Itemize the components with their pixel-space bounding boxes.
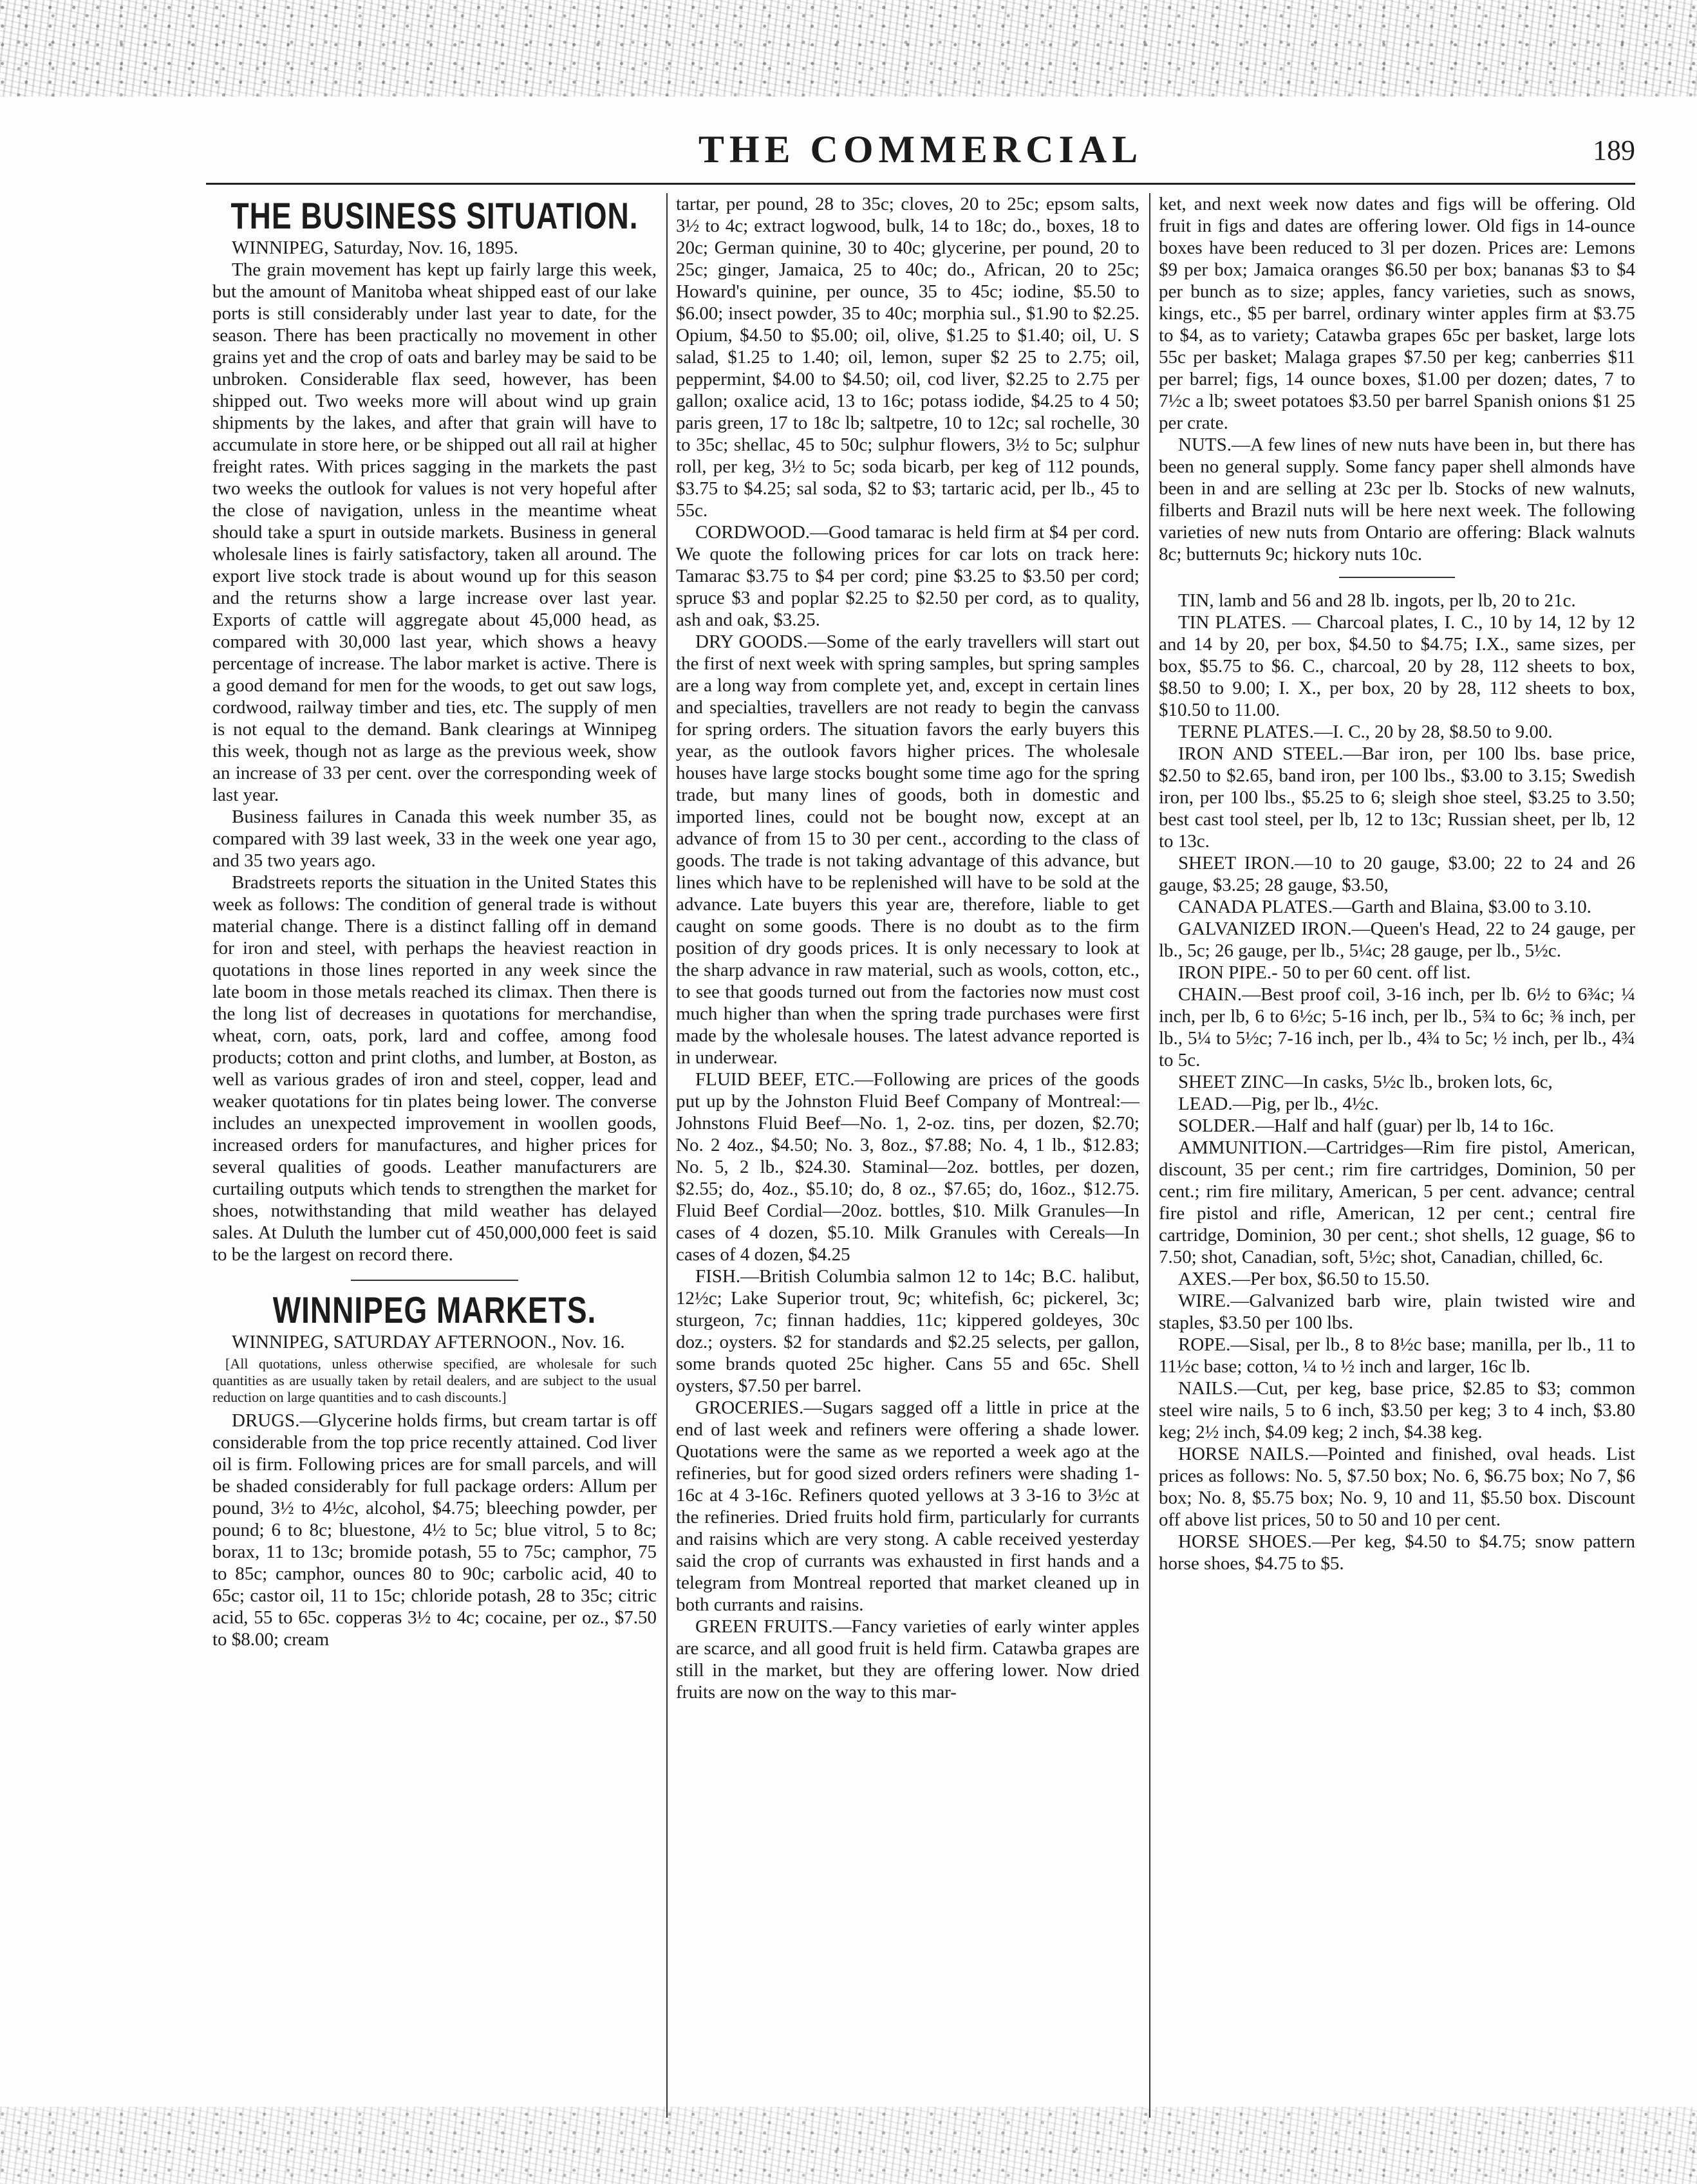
axes-paragraph: AXES.—Per box, $6.50 to 15.50. xyxy=(1178,1269,1430,1289)
masthead-rule xyxy=(206,183,1635,185)
rope-paragraph: ROPE.—Sisal, per lb., 8 to 8½c base; manilla, per lb., 11 to 11½c base; cotton, ¼ to ½ inch and larger, 16c lb. xyxy=(1159,1334,1635,1377)
business-paragraph: Business failures in Canada this week number 35, as compared with 39 last week, 33 in the week one year ago, and 35 two years ago. xyxy=(212,807,657,871)
column-divider xyxy=(1149,193,1150,2118)
solder-paragraph: SOLDER.—Half and half (guar) per lb, 14 to 16c. xyxy=(1178,1115,1554,1136)
business-paragraph: Bradstreets reports the situation in the United States this week as follows: The condition of general trade is without material change. There is a distinct falling off in demand for iron and steel, with perhaps the heaviest reaction in quotations in those lines reported in any week since the late boom in those metals reached its climax. Then there is the long list of decreases in quotations for merchandise, wheat, corn, oats, pork, lard and coffee, among food products; cotton and print cloths, and lumber, at Boston, as well as various grades of iron and steel, copper, lead and weaker quotations for tin plates being lower. The converse includes an unexpected improvement in woollen goods, increased orders for manufactures, and higher prices for several qualities of goods. Leather manufacturers are curtailing outputs which tends to strengthen the market for shoes, notwithstanding that mild weather has delayed sales. At Duluth the lumber cut of 450,000,000 feet is said to be the largest on record there. xyxy=(212,872,657,1265)
tin-paragraph: TIN, lamb and 56 and 28 lb. ingots, per lb, 20 to 21c. xyxy=(1178,590,1576,611)
column-1 xyxy=(212,193,657,2118)
business-dateline: WINNIPEG, Saturday, Nov. 16, 1895. xyxy=(232,238,518,258)
drugs-paragraph: DRUGS.—Glycerine holds firms, but cream tartar is off considerable from the top price recently attained. Cod liver oil is firm. Following prices are for small parcels, and will be shaded considerably for full package orders: Allum per pound, 3½ to 4½c, alcohol, $4.75; bleeching powder, per pound; 6 to 8c; bluestone, 4½ to 5c; blue vitrol, 5 to 8c; borax, 11 to 13c; bromide potash, 55 to 75c; camphor, 75 to 85c; camphor, ounces 80 to 90c; carbolic acid, 40 to 65c; castor oil, 11 to 15c; chloride potash, 28 to 35c; citric acid, 55 to 65c. copperas 3½ to 4c; cocaine, per oz., $7.50 to $8.00; cream xyxy=(212,1410,657,1650)
masthead xyxy=(206,122,1635,174)
chain-paragraph: CHAIN.—Best proof coil, 3-16 inch, per lb. 6½ to 6¾c; ¼ inch, per lb, 6 to 6½c; 5-16 inch, per lb., 5¾ to 6c; ⅜ inch, per lb., 5¼ to 5½c; 7-16 inch, per lb., 4¾ to 5c; ½ inch, per lb., 4¾ to 5c. xyxy=(1159,984,1635,1070)
cordwood-paragraph: CORDWOOD.—Good tamarac is held firm at $4 per cord. We quote the following prices for car lots on track here: Tamarac $3.75 to $4 per cord; pine $3.25 to $3.50 per cord; spruce $3 and poplar $2.25 to $2.50 per cord, as to quality, ash and oak, $3.25. xyxy=(676,522,1139,630)
page-number: 189 xyxy=(1593,135,1635,166)
galvanized-iron-paragraph: GALVANIZED IRON.—Queen's Head, 22 to 24 gauge, per lb., 5c; 26 gauge, per lb., 5¼c; 28 gauge, per lb., 5½c. xyxy=(1159,919,1635,961)
fish-paragraph: FISH.—British Columbia salmon 12 to 14c; B.C. halibut, 12½c; Lake Superior trout, 9c; whitefish, 6c; pickerel, 3c; sturgeon, 7c; finnan haddies, 11c; kippered goldeyes, 30c doz.; oysters. $2 for standards and $2.25 selects, per gallon, some brands quoted 25c higher. Cans 55 and 65c. Shell oysters, $7.50 per barrel. xyxy=(676,1266,1139,1396)
tin-plates-paragraph: TIN PLATES. — Charcoal plates, I. C., 10 by 14, 12 by 12 and 14 by 20, per box, $4.50 to $4.75; I.X., same sizes, per box, $5.75 to $6. C., charcoal, 20 by 28, 112 sheets to box, $8.50 to 9.00; I. X., per box, 20 by 28, 112 sheets to box, $10.50 to 11.00. xyxy=(1159,612,1635,720)
winnipeg-markets-headline: WINNIPEG MARKETS. xyxy=(272,1289,597,1331)
iron-pipe-paragraph: IRON PIPE.- 50 to per 60 cent. off list. xyxy=(1178,962,1471,983)
drugs-continued: tartar, per pound, 28 to 35c; cloves, 20 to 25c; epsom salts, 3½ to 4c; extract logwood, bulk, 14 to 18c; do., boxes, 18 to 20c; German quinine, 30 to 40c; glycerine, per pound, 20 to 25c; ginger, Jamaica, 25 to 40c; do., African, 20 to 25c; Howard's quinine, per ounce, 35 to 45c; iodine, $5.50 to $6.00; insect powder, 35 to 40c; morphia sul., $1.90 to $2.25. Opium, $4.50 to $5.00; oil, olive, $1.25 to $1.40; oil, U. S salad, $1.25 to 1.40; oil, lemon, super $2 25 to 2.75; oil, peppermint, $4.00 to $4.50; oil, cod liver, $2.25 to 2.75 per gallon; oxalice acid, 13 to 16c; potass iodide, $4.25 to 4 50; paris green, 17 to 18c lb; saltpetre, 10 to 12c; sal rochelle, 30 to 35c; shellac, 45 to 50c; sulphur flowers, 3½ to 5c; sulphur roll, per keg, 3½ to 5c; soda bicarb, per keg of 112 pounds, $3.75 to $4.25; sal soda, $2 to $3; tartaric acid, per lb., 45 to 55c. xyxy=(676,194,1139,521)
business-paragraph: The grain movement has kept up fairly large this week, but the amount of Manitoba wheat shipped east of our lake ports is still considerably under last year to date, for the season. There has been practically no movement in other grains yet and the crop of oats and barley may be said to be unbroken. Considerable flax seed, however, has been shipped out. Two weeks more will about wind up grain shipments by the lakes, and after that grain will have to accumulate in store here, or be shipped out all rail at higher freight rates. With prices sagging in the markets the past two weeks the outlook for values is not very hopeful after the close of navigation, unless in the meantime wheat should take a spurt in outside markets. Business in general wholesale lines is fairly satisfactory, taken all around. The export live stock trade is about wound up for this season and the returns show a large increase over last year. Exports of cattle will aggregate about 45,000 head, as compared with 30,000 last year, which shows a heavy percentage of increase. The labor market is active. There is a good demand for men for the woods, to get out saw logs, cordwood, railway timber and ties, etc. The supply of men is not equal to the demand. Bank clearings at Winnipeg this week, though not as large as the previous week, show an increase of 33 per cent. over the corresponding week of last year. xyxy=(212,259,657,805)
fruits-continued: ket, and next week now dates and figs will be offering. Old fruit in figs and dates are offering lower. Old figs in 14-ounce boxes have been reduced to 3l per dozen. Prices are: Lemons $9 per box; Jamaica oranges $6.50 per box; bananas $3 to $4 per bunch as to size; apples, fancy varieties, such as snows, kings, etc., $5 per barrel, ordinary winter apples firm at $3.75 to $4, as to variety; Catawba grapes 65c per basket, large lots 55c per basket; Malaga grapes $7.50 per keg; canberries $11 per barrel; figs, 14 ounce boxes, $1.00 per dozen; dates, 7 to 7½c a lb; sweet potatoes $3.50 per barrel Spanish onions $1 25 per crate. xyxy=(1159,194,1635,433)
business-situation-headline: THE BUSINESS SITUATION. xyxy=(230,194,639,237)
top-print-speckle xyxy=(0,0,1697,97)
terne-plates-paragraph: TERNE PLATES.—I. C., 20 by 28, $8.50 to 9.00. xyxy=(1178,722,1553,742)
lead-paragraph: LEAD.—Pig, per lb., 4½c. xyxy=(1178,1094,1379,1114)
nuts-paragraph: NUTS.—A few lines of new nuts have been in, but there has been no general supply. Some fancy paper shell almonds have been in and are selling at 23c per lb. Stocks of new walnuts, filberts and Brazil nuts will be here next week. The following varieties of new nuts from Ontario are offering: Black walnuts 8c; butternuts 9c; hickory nuts 10c. xyxy=(1159,434,1635,565)
green-fruits-paragraph: GREEN FRUITS.—Fancy varieties of early winter apples are scarce, and all good fruit is held firm. Catawba grapes are still in the market, but they are offering lower. Now dried fruits are now on the way to this mar- xyxy=(676,1616,1139,1703)
horse-shoes-paragraph: HORSE SHOES.—Per keg, $4.50 to $4.75; snow pattern horse shoes, $4.75 to $5. xyxy=(1159,1531,1635,1574)
bottom-print-speckle xyxy=(0,2107,1697,2184)
iron-steel-paragraph: IRON AND STEEL.—Bar iron, per 100 lbs. base price, $2.50 to $2.65, band iron, per 100 lbs., $3.00 to 3.15; Swedish iron, per 100 lbs., $5.25 to 6; sleigh shoe steel, $3.25 to 3.50; best cast tool steel, per lb, 12 to 13c; Russian sheet, per lb, 12 to 13c. xyxy=(1159,743,1635,852)
dry-goods-paragraph: DRY GOODS.—Some of the early travellers will start out the first of next week with spring samples, but spring samples are a long way from complete yet, and, except in certain lines and specialties, travellers are not ready to begin the canvass for spring orders. The situation favors the early buyers this year, as the outlook favors higher prices. The wholesale houses have large stocks bought some time ago for the spring trade, but many lines of goods, both in domestic and imported lines, could not be bought now, except at an advance of from 15 to 30 per cent., according to the class of goods. The trade is not taking advantage of this advance, but lines which have to be replenished will have to be sold at the advance. Late buyers this year are, therefore, liable to get caught on some goods. There is no doubt as to the firm position of dry goods prices. It is only necessary to look at the sharp advance in raw material, such as wools, cotton, etc., to see that goods turned out from the factories now must cost much higher than when the spring trade purchases were first made by the wholesale houses. The latest advance reported is in underwear. xyxy=(676,631,1139,1068)
newspaper-title: THE COMMERCIAL xyxy=(698,128,1143,171)
horse-nails-paragraph: HORSE NAILS.—Pointed and finished, oval heads. List prices as follows: No. 5, $7.50 box; No. 6, $6.75 box; No 7, $6 box; No. 8, $5.75 box; No. 9, 10 and 11, $5.50 box. Discount off above list prices, 50 to 50 and 10 per cent. xyxy=(1159,1444,1635,1530)
section-rule xyxy=(351,1280,518,1281)
nails-paragraph: NAILS.—Cut, per keg, base price, $2.85 to $3; common steel wire nails, 5 to 6 inch, $3.50 per keg; 3 to 4 inch, $3.80 keg; 2½ inch, $4.09 keg; 2 inch, $4.38 keg. xyxy=(1159,1378,1635,1442)
groceries-paragraph: GROCERIES.—Sugars sagged off a little in price at the end of last week and refiners were offering a shade lower. Quotations were the same as we reported a week ago at the refineries, but for good sized orders refiners were shading 1-16c at 4 3-16c. Refiners quoted yellows at 3 3-16 to 3½c at the refineries. Dried fruits hold firm, particularly for currants and raisins which are very stong. A cable received yesterday said the crop of currants was exhausted in first hands and a telegram from Montreal reported that market cleaned up in both currants and raisins. xyxy=(676,1397,1139,1615)
sheet-iron-paragraph: SHEET IRON.—10 to 20 gauge, $3.00; 22 to 24 and 26 gauge, $3.25; 28 gauge, $3.50, xyxy=(1159,853,1635,895)
markets-dateline: WINNIPEG, SATURDAY AFTERNOON., Nov. 16. xyxy=(232,1332,625,1352)
ammunition-paragraph: AMMUNITION.—Cartridges—Rim fire pistol, American, discount, 35 per cent.; rim fire cartridges, Dominion, 50 per cent.; rim fire military, American, 5 per cent. advance; central fire pistol and rifle, American, 12 per cent.; central fire cartridge, Dominion, 30 per cent.; shot shells, 12 guage, $6 to 7.50; shot, Canadian, soft, 5½c; shot, Canadian, chilled, 6c. xyxy=(1159,1137,1635,1267)
quotation-note: [All quotations, unless otherwise specified, are wholesale for such quantities as are usually taken by retail dealers, and are subject to the usual reduction on large quantities and to cash discounts.] xyxy=(212,1356,657,1405)
fluid-beef-paragraph: FLUID BEEF, ETC.—Following are prices of the goods put up by the Johnston Fluid Beef Company of Montreal:—Johnstons Fluid Beef—No. 1, 2-oz. tins, per dozen, $2.70; No. 2 4oz., $4.50; No. 3, 8oz., $7.88; No. 4, 1 lb., $12.83; No. 5, 2 lb., $24.30. Staminal—2oz. bottles, per dozen, $2.55; do, 4oz., $5.10; do, 8 oz., $7.65; do, 16oz., $12.75. Fluid Beef Cordial—20oz. bottles, $10. Milk Granules—In cases of 4 dozen, $5.10. Milk Granules with Cereals—In cases of 4 dozen, $4.25 xyxy=(676,1069,1139,1265)
sheet-zinc-paragraph: SHEET ZINC—In casks, 5½c lb., broken lots, 6c, xyxy=(1178,1072,1553,1092)
section-rule xyxy=(1339,577,1455,578)
wire-paragraph: WIRE.—Galvanized barb wire, plain twisted wire and staples, $3.50 per 100 lbs. xyxy=(1159,1291,1635,1333)
canada-plates-paragraph: CANADA PLATES.—Garth and Blaina, $3.00 to 3.10. xyxy=(1178,897,1591,917)
column-3 xyxy=(1159,193,1635,2118)
column-divider xyxy=(666,193,668,2118)
column-2 xyxy=(676,193,1139,2118)
